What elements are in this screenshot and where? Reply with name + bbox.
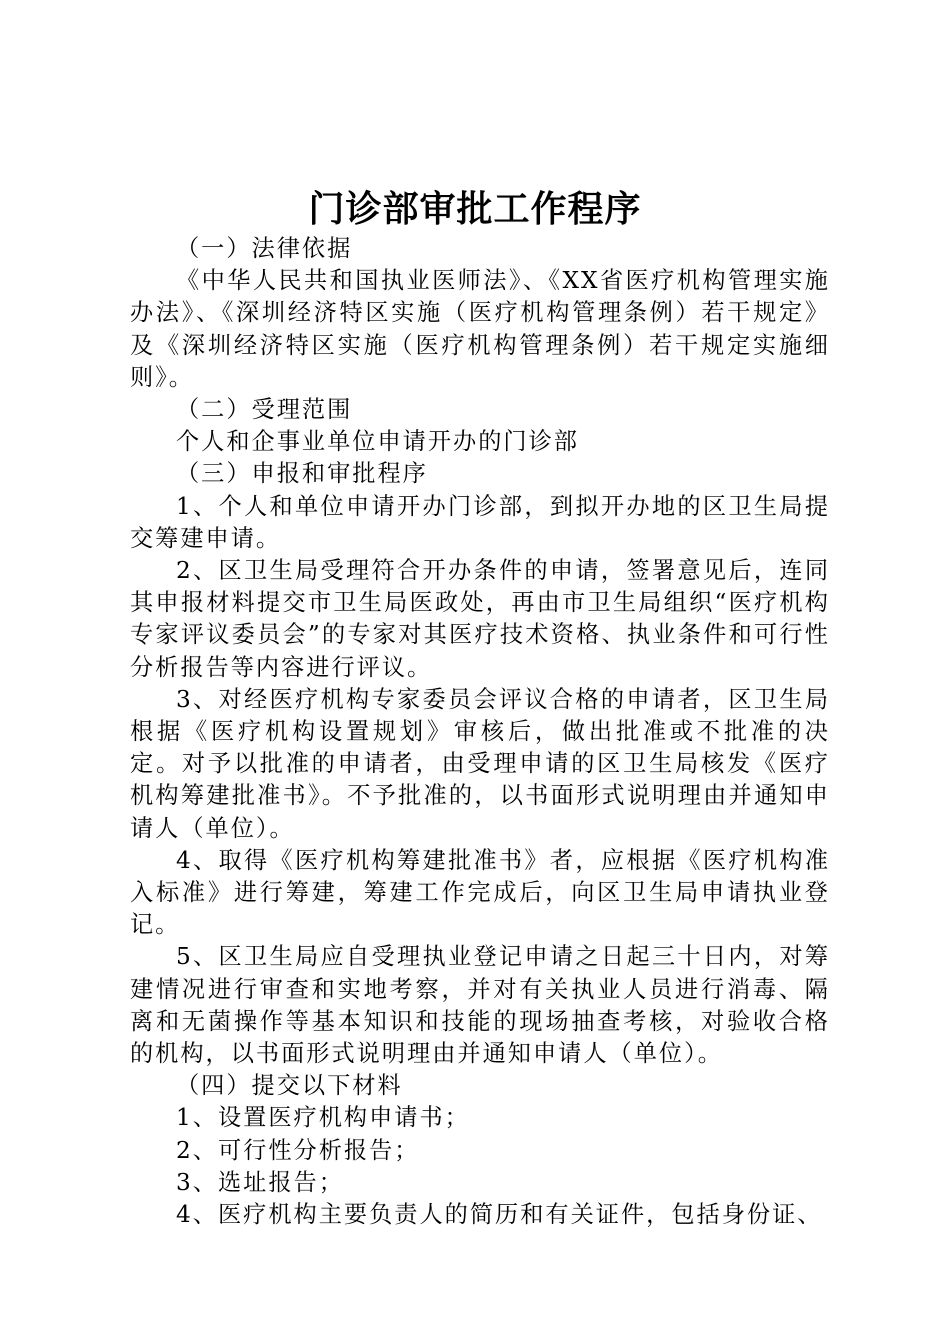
section-heading-scope: （二）受理范围	[176, 396, 353, 424]
paragraph-legal-basis: 《中华人民共和国执业医师法》、《XX省医疗机构管理实施办法》、《深圳经济特区实施（医疗机构管理条例）若干规定》及《深圳经济特区实施（医疗机构管理条例）若干规定实施细则》。	[130, 267, 830, 391]
list-item-material-4: 4、医疗机构主要负责人的简历和有关证件，包括身份证、	[176, 1201, 823, 1229]
section-heading-legal-basis: （一）法律依据	[176, 235, 353, 262]
paragraph-procedure-4: 4、取得《医疗机构筹建批准书》者，应根据《医疗机构准入标准》进行筹建，筹建工作完成后，向区卫生局申请执业登记。	[130, 846, 830, 939]
paragraph-procedure-1: 1、个人和单位申请开办门诊部，到拟开办地的区卫生局提交筹建申请。	[130, 492, 830, 552]
paragraph-scope: 个人和企事业单位申请开办的门诊部	[176, 428, 579, 456]
list-item-material-1: 1、设置医疗机构申请书；	[176, 1104, 470, 1132]
section-heading-procedure: （三）申报和审批程序	[176, 460, 428, 488]
paragraph-procedure-5: 5、区卫生局应自受理执业登记申请之日起三十日内，对筹建情况进行审查和实地考察，并对有关执业人员进行消毒、隔离和无菌操作等基本知识和技能的现场抽查考核，对验收合格的机构，以书面形式说明理由并通知申请人（单位）。	[130, 943, 830, 1068]
paragraph-procedure-3: 3、对经医疗机构专家委员会评议合格的申请者，区卫生局根据《医疗机构设置规划》审核后，做出批准或不批准的决定。对予以批准的申请者，由受理申请的区卫生局核发《医疗机构筹建批准书》。不予批准的，以书面形式说明理由并通知申请人（单位）。	[130, 685, 830, 842]
list-item-material-3: 3、选址报告；	[176, 1168, 344, 1196]
document-title: 门诊部审批工作程序	[308, 188, 642, 230]
section-heading-materials: （四）提交以下材料	[176, 1072, 403, 1100]
paragraph-procedure-2: 2、区卫生局受理符合开办条件的申请，签署意见后，连同其申报材料提交市卫生局医政处，再由市卫生局组织“医疗机构专家评议委员会”的专家对其医疗技术资格、执业条件和可行性分析报告等内容进行评议。	[130, 557, 830, 681]
document-body	[130, 233, 830, 1231]
list-item-material-2: 2、可行性分析报告；	[176, 1136, 420, 1164]
